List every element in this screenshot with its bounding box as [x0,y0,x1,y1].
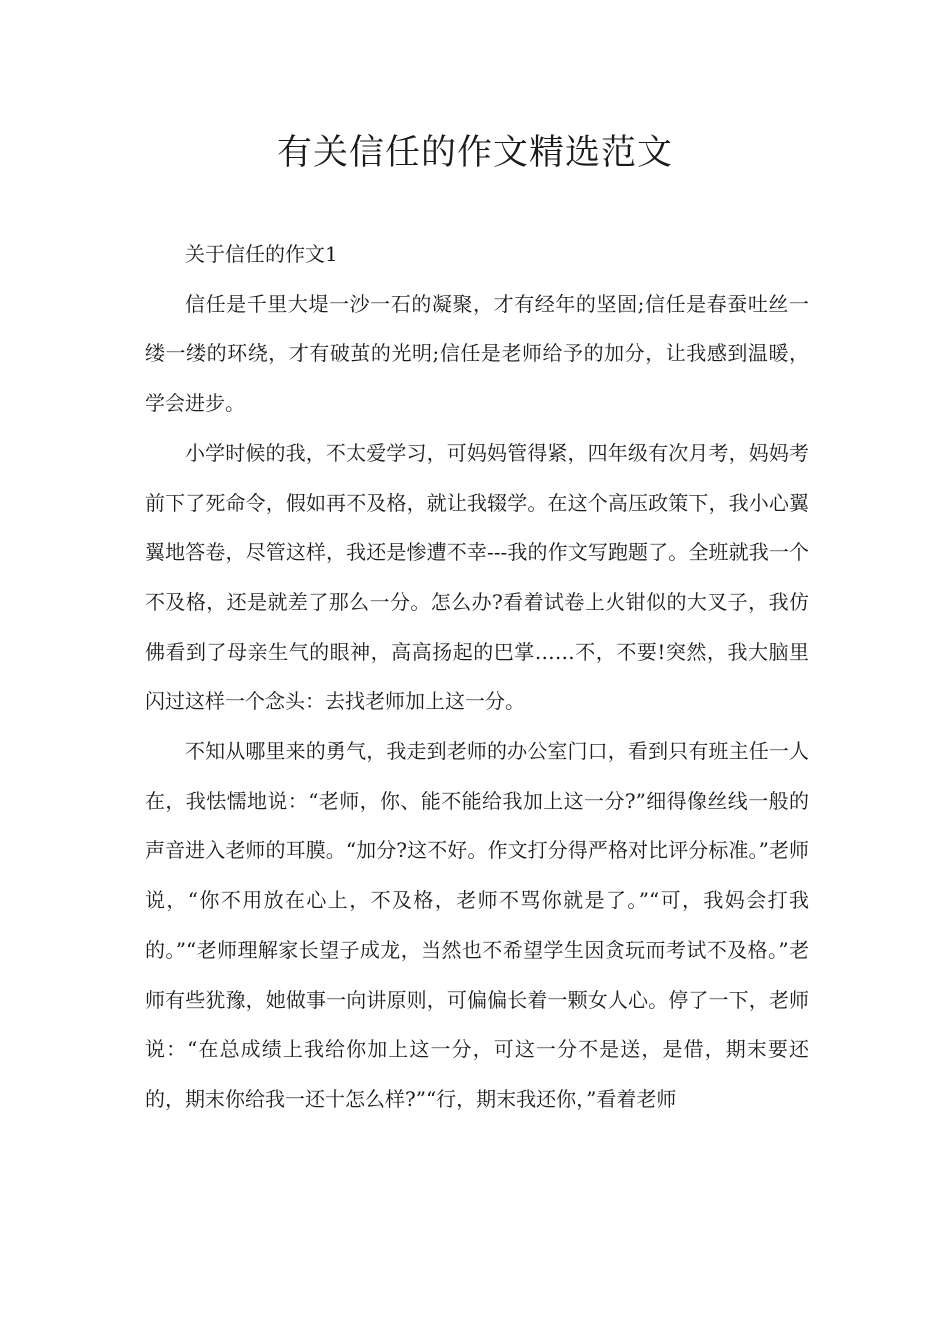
paragraph: 不知从哪里来的勇气，我走到老师的办公室门口，看到只有班主任一人在，我怯懦地说：“老师，你、能不能给我加上这一分?”细得像丝线一般的声音进入老师的耳膜。“加分?这不好。作文打分得严格对比评分标准。”老师说，“你不用放在心上，不及格，老师不骂你就是了。”“可，我妈会打我的。”“老师理解家长望子成龙，当然也不希望学生因贪玩而考试不及格。”老师有些犹豫，她做事一向讲原则，可偏偏长着一颗女人心。停了一下，老师说：“在总成绩上我给你加上这一分，可这一分不是送，是借，期末要还的，期末你给我一还十怎么样?”“行，期末我还你，”看着老师 [145,739,809,1111]
paragraph: 信任是千里大堤一沙一石的凝聚，才有经年的坚固;信任是春蚕吐丝一缕一缕的环绕，才有破茧的光明;信任是老师给予的加分，让我感到温暖，学会进步。 [145,291,809,416]
paragraph: 小学时候的我，不太爱学习，可妈妈管得紧，四年级有次月考，妈妈考前下了死命令，假如再不及格，就让我辍学。在这个高压政策下，我小心翼翼地答卷，尽管这样，我还是惨遭不幸---我的作文写跑题了。全班就我一个不及格，还是就差了那么一分。怎么办?看着试卷上火钳似的大叉子，我仿佛看到了母亲生气的眼神，高高扬起的巴掌……不，不要!突然，我大脑里闪过这样一个念头：去找老师加上这一分。 [145,440,809,714]
document-title: 有关信任的作文精选范文 [276,133,673,173]
section-heading: 关于信任的作文1 [185,242,338,266]
document-body [145,230,809,1125]
